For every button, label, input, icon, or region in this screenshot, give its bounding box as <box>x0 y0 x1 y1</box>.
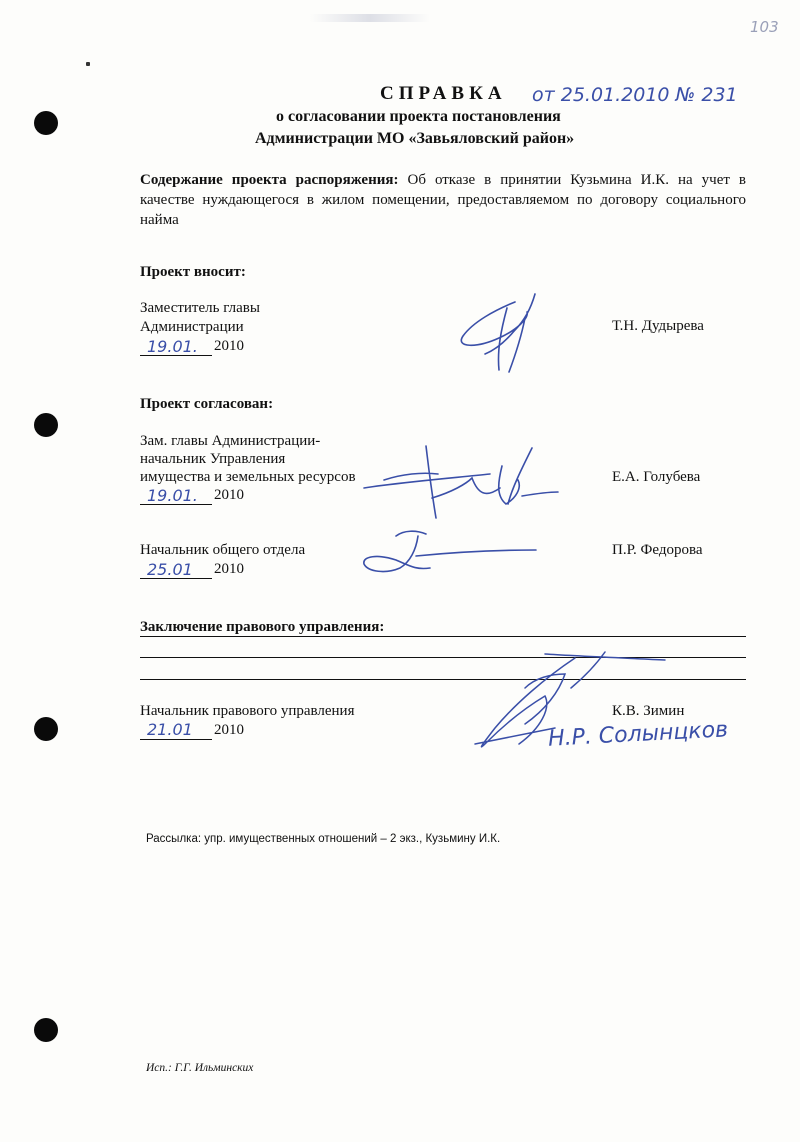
signer1-year: 2010 <box>214 487 244 503</box>
conclusion-line-1 <box>140 636 746 637</box>
signer2-name: П.Р. Федорова <box>612 542 703 558</box>
corner-page-number: 103 <box>750 18 779 36</box>
executor-note: Исп.: Г.Г. Ильминских <box>146 1062 254 1074</box>
binder-hole-2 <box>34 413 58 437</box>
signer1-date-handwritten: 19.01. <box>147 486 198 505</box>
scan-artifact <box>310 14 430 22</box>
signer1-line3: имущества и земельных ресурсов <box>140 469 356 485</box>
binder-hole-4 <box>34 1018 58 1042</box>
binder-hole-3 <box>34 717 58 741</box>
scan-speck <box>86 62 90 66</box>
signature-golubeva <box>362 438 582 528</box>
submitter-position-line1: Заместитель главы <box>140 300 260 316</box>
legal-position: Начальник правового управления <box>140 703 355 719</box>
submitter-position-line2: Администрации <box>140 319 244 335</box>
content-text: Об отказе в принятии Кузьмина И.К. на учет в качестве нуждающегося в жилом помещении, предоставляемом по договору социального найма <box>140 172 746 228</box>
signer1-name: Е.А. Голубева <box>612 469 701 485</box>
signer2-line1: Начальник общего отдела <box>140 542 306 558</box>
page-title: СПРАВКА <box>380 83 507 104</box>
legal-heading: Заключение правового управления: <box>140 619 385 635</box>
submitter-name: Т.Н. Дудырева <box>612 318 704 334</box>
legal-year: 2010 <box>214 722 244 738</box>
date-underline <box>140 739 212 740</box>
submitted-heading: Проект вносит: <box>140 264 246 280</box>
submitter-year: 2010 <box>214 338 244 354</box>
signer1-line2: начальник Управления <box>140 451 286 467</box>
signature-dudyreva <box>455 290 555 380</box>
project-content <box>140 170 746 230</box>
signature-fedorova <box>356 520 556 590</box>
approved-heading: Проект согласован: <box>140 396 274 412</box>
submitter-date-handwritten: 19.01. <box>147 337 198 356</box>
handwritten-reference: от 25.01.2010 № 231 <box>532 84 738 106</box>
signer1-line1: Зам. главы Администрации- <box>140 433 321 449</box>
subtitle-line-2: Администрации МО «Завьяловский район» <box>255 130 575 147</box>
handwritten-approver-name: Н.Р. Солынцков <box>547 717 729 752</box>
legal-date-handwritten: 21.01 <box>147 720 193 739</box>
content-label: Содержание проекта распоряжения: <box>140 172 399 188</box>
binder-hole-1 <box>34 111 58 135</box>
signer2-date-handwritten: 25.01 <box>147 560 193 579</box>
subtitle-line-1: о согласовании проекта постановления <box>276 108 561 125</box>
distribution-list: Рассылка: упр. имущественных отношений – 2 экз., Кузьмину И.К. <box>146 833 501 845</box>
signer2-year: 2010 <box>214 561 244 577</box>
legal-name: К.В. Зимин <box>612 703 685 719</box>
